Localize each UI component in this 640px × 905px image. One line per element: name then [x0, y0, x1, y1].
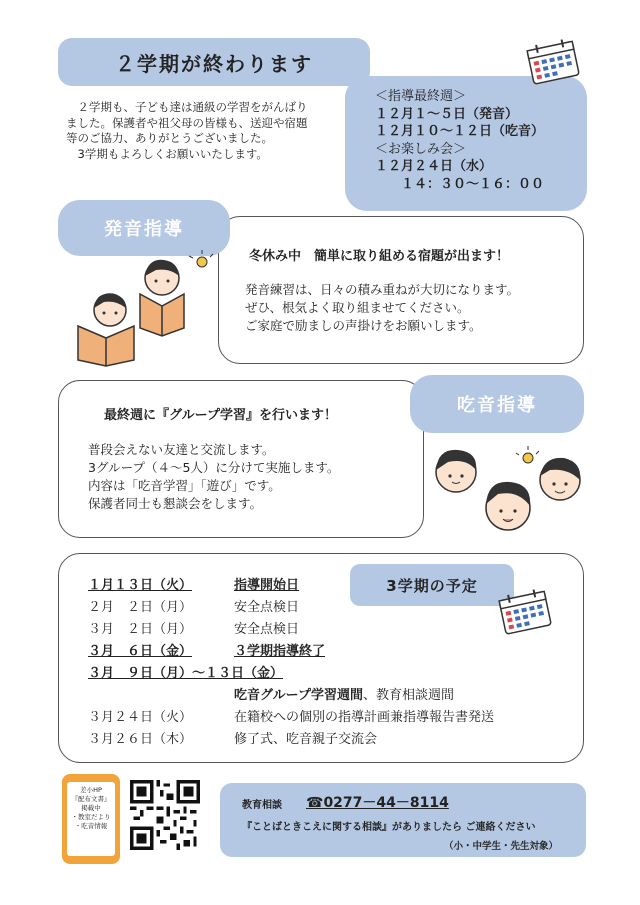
schedule-event: 修了式、吃音親子交流会 [234, 732, 378, 747]
phone-text: 掲載中 [81, 804, 101, 812]
schedule-line: ＜指導最終週＞ [375, 89, 467, 104]
hatsuon-line: ぜひ、根気よく取り組ませてください。 [245, 300, 470, 315]
intro-line: ２学期も、子ども達は通級の学習をがんばり [66, 100, 308, 114]
kitsuon-label-box [410, 375, 584, 433]
schedule-date: ３月２６日（木） [88, 732, 193, 747]
schedule-date: ３月 ９日（月）～１３日（金） [88, 666, 284, 681]
kitsuon-line: 普段会えない友達と交流します。 [88, 442, 275, 457]
phone-text: 差小HP [80, 786, 102, 794]
hatsuon-line: ご家庭で励ましの声掛けをお願いします。 [245, 318, 482, 333]
schedule-line: １２月１０～１２日（吃音） [375, 124, 545, 139]
smartphone-illustration [62, 774, 120, 864]
schedule-row [88, 729, 494, 751]
qr-code[interactable] [130, 780, 200, 854]
term3-schedule [88, 575, 494, 751]
hatsuon-headline: 冬休み中 簡単に取り組める宿題が出ます！ [249, 249, 510, 264]
kitsuon-line: 内容は「吃音学習」「遊び」です。 [88, 478, 281, 493]
children-reading-illustration [66, 248, 222, 368]
schedule-date: ２月 ２日（月） [88, 600, 193, 615]
schedule-row [88, 663, 494, 685]
intro-line: 3学期もよろしくお願いいたします。 [66, 146, 268, 161]
hatsuon-body [245, 281, 519, 335]
schedule-date: ３月 ２日（月） [88, 622, 193, 637]
kitsuon-headline: 最終週に『グループ学習』を行います！ [104, 408, 337, 423]
schedule-row [88, 685, 494, 707]
schedule-event: ３学期指導終了 [234, 644, 326, 659]
consultation-label: 教育相談 [242, 800, 282, 811]
schedule-row [88, 597, 494, 619]
phone-screen [67, 782, 115, 856]
schedule-event: 安全点検日 [234, 622, 300, 637]
schedule-date: １月１３日（火） [88, 578, 193, 593]
schedule-line: ＜お楽しみ会＞ [375, 141, 467, 157]
page-title: ２学期が終わります [115, 51, 313, 76]
schedule-event: 安全点検日 [234, 600, 300, 615]
calendar-icon [522, 38, 582, 86]
consultation-phone[interactable]: ☎0277－44－8114 [306, 795, 449, 811]
schedule-line: １２月２４日（水） [375, 159, 493, 174]
kitsuon-line: 保護者同士も懇談会をします。 [88, 496, 263, 511]
kitsuon-body [88, 441, 339, 513]
schedule-row [88, 575, 494, 597]
schedule-event: 指導開始日 [234, 578, 300, 593]
phone-text: ・教室だより [71, 813, 111, 821]
phone-text: 『配布文書』 [71, 795, 111, 803]
schedule-date: ３月２４日（火） [88, 710, 193, 725]
schedule-row [88, 707, 494, 729]
kitsuon-label: 吃音指導 [457, 395, 537, 416]
page-title-box [58, 38, 370, 86]
schedule-row [88, 619, 494, 641]
schedule-row [88, 641, 494, 663]
calendar-icon [494, 588, 554, 636]
hatsuon-label: 発音指導 [104, 219, 184, 240]
phone-text: ・吃音情報 [74, 822, 108, 830]
hatsuon-line: 発音練習は、日々の積み重ねが大切になります。 [245, 282, 520, 297]
schedule-event-extra: 、教育相談週間 [362, 688, 454, 703]
schedule-date: ３月 ６日（金） [88, 644, 193, 659]
term3-label: 3学期の予定 [386, 576, 478, 595]
consultation-target: （小・中学生・先生対象） [444, 841, 559, 852]
schedule-event: 吃音グループ学習週間 [234, 688, 363, 703]
consultation-note: 『ことばときこえに関する相談』がありましたら ご連絡ください [242, 822, 536, 833]
schedule-event: 在籍校への個別の指導計画兼指導報告書発送 [234, 710, 495, 725]
schedule-line: １２月１～５日（発音） [375, 106, 519, 122]
intro-line: ました。保護者や祖父母の皆様も、送迎や宿題 [66, 115, 308, 130]
schedule-line: １４：３０～１６：００ [375, 176, 545, 192]
final-week-schedule [345, 76, 587, 211]
intro-line: 等のご協力、ありがとうございました。 [66, 131, 273, 145]
kids-faces-illustration [428, 440, 588, 540]
intro-text [66, 100, 356, 162]
kitsuon-line: 3グループ（４～5人）に分けて実施します。 [88, 460, 340, 475]
